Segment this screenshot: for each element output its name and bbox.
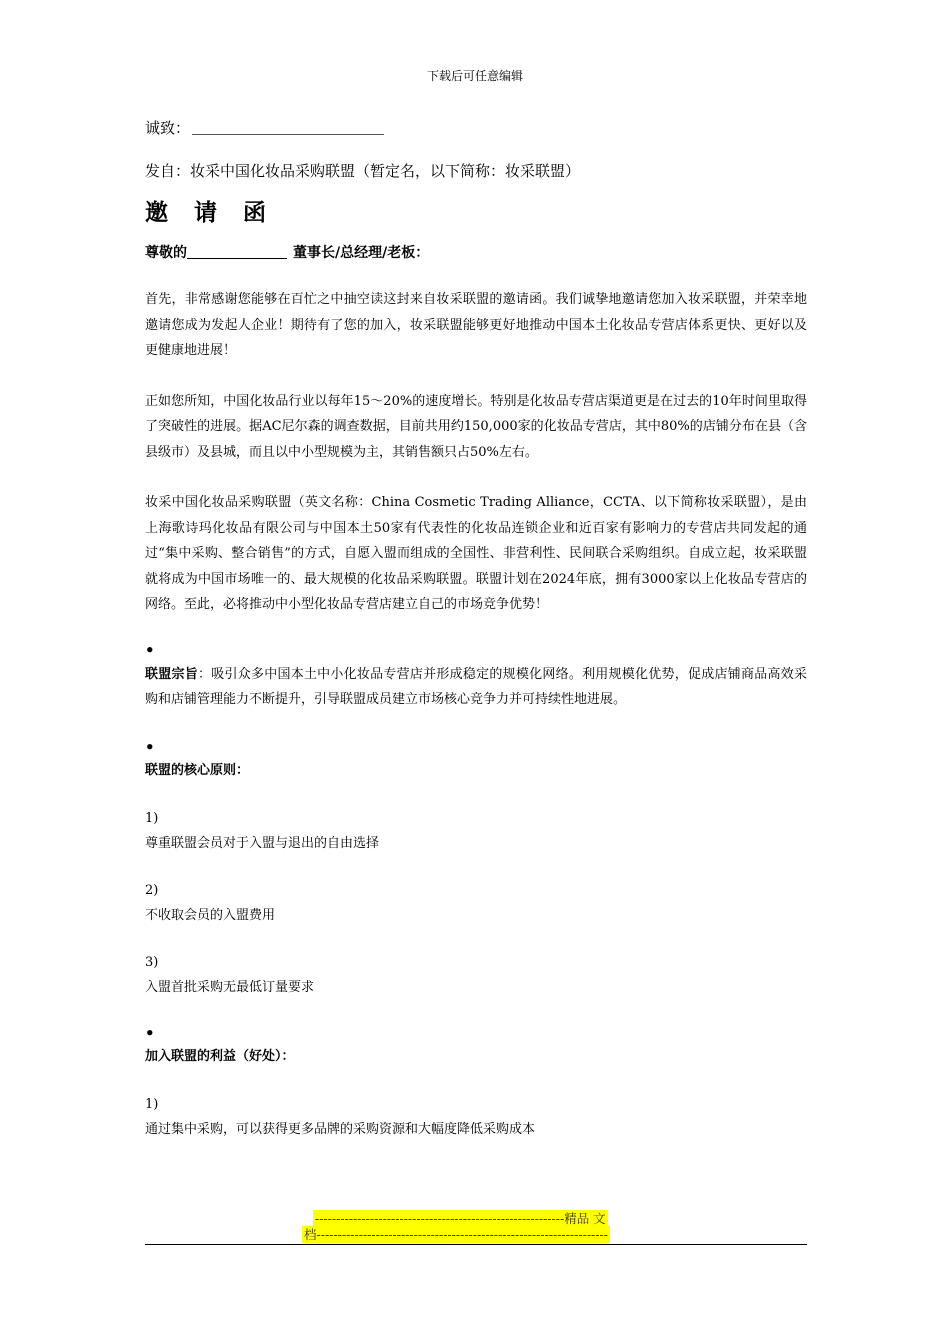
- purpose-text: ：吸引众多中国本土中小化妆品专营店并形成稳定的规模化网络。利用规模化优势，促成店铺商品高效采购和店铺管理能力不断提升，引导联盟成员建立市场核心竞争力并可持续性地进展。: [145, 666, 807, 707]
- benefits-heading: 加入联盟的利益（好处）：: [145, 1048, 295, 1064]
- principle-text: 尊重联盟会员对于入盟与退出的自由选择: [145, 835, 380, 851]
- recipient-blank: [192, 114, 384, 135]
- paragraph-industry: 正如您所知，中国化妆品行业以每年15～20%的速度增长。特别是化妆品专营店渠道更是在过去的10年时间里取得了突破性的进展。据AC尼尔森的调查数据，目前共用约150,000家的化妆品专营店，其中80%的店铺分布在县（含县级市）及县城，而且以中小型规模为主，其销售额只占50%左右。: [145, 393, 807, 460]
- principle-item: [145, 950, 807, 1000]
- benefit-text: 通过集中采购，可以获得更多品牌的采购资源和大幅度降低采购成本: [145, 1121, 536, 1137]
- footer-divider: [145, 1244, 807, 1245]
- bullet-principles: •: [145, 737, 155, 756]
- salutation-prefix: 尊敬的: [145, 245, 187, 261]
- principle-number: 1): [145, 810, 159, 826]
- letter-title: 邀 请 函: [145, 200, 276, 226]
- salutation-suffix: 董事长/总经理/老板：: [293, 245, 430, 261]
- recipient-label: 诚致：: [145, 119, 191, 137]
- principle-item: [145, 878, 807, 928]
- principle-number: 2): [145, 882, 159, 898]
- paragraph-intro: 首先，非常感谢您能够在百忙之中抽空读这封来自妆采联盟的邀请函。我们诚挚地邀请您加入妆采联盟，并荣幸地邀请您成为发起人企业！期待有了您的加入，妆采联盟能够更好地推动中国本土化妆品专营店体系更快、更好以及更健康地进展！: [145, 292, 807, 358]
- benefit-item: [145, 1092, 807, 1142]
- header-note: 下载后可任意编辑: [426, 69, 523, 83]
- paragraph-alliance: 妆采中国化妆品采购联盟（英文名称：China Cosmetic Trading Alliance，CCTA、以下简称妆采联盟），是由上海歌诗玛化妆品有限公司与中国本土50家有代表性的化妆品连锁企业和近百家有影响力的专营店共同发起的通过“集中采购、整合销售”的方式，自愿入盟而组成的全国性、非营利性、民间联合采购组织。自成立起，妆采联盟就将成为中国市场唯一的、最大规模的化妆品采购联盟。联盟计划在2024年底，拥有3000家以上化妆品专营店的网络。至此，必将推动中小型化妆品专营店建立自己的市场竞争优势！: [145, 495, 807, 612]
- recipient-line: [145, 113, 807, 143]
- purpose-paragraph: [145, 662, 807, 713]
- principle-item: [145, 806, 807, 856]
- footer-line-2: 档---------------------------------------------------------------------: [304, 1227, 608, 1242]
- principles-heading: 联盟的核心原则：: [145, 762, 250, 778]
- benefit-number: 1): [145, 1096, 159, 1112]
- bullet-purpose: •: [145, 640, 155, 659]
- salutation-name-blank: [187, 243, 287, 259]
- principle-text: 不收取会员的入盟费用: [145, 907, 276, 923]
- bullet-benefits: •: [145, 1023, 155, 1042]
- sender-line: 发自：妆采中国化妆品采购联盟（暂定名，以下简称：妆采联盟）: [145, 162, 581, 180]
- purpose-label: 联盟宗旨: [145, 666, 198, 682]
- letter-body: [145, 113, 807, 1142]
- principle-text: 入盟首批采购无最低订量要求: [145, 979, 315, 995]
- footer-line-1: -----------------------------------------------------------精品 文: [315, 1211, 606, 1226]
- salutation: [145, 242, 807, 264]
- principle-number: 3): [145, 954, 159, 970]
